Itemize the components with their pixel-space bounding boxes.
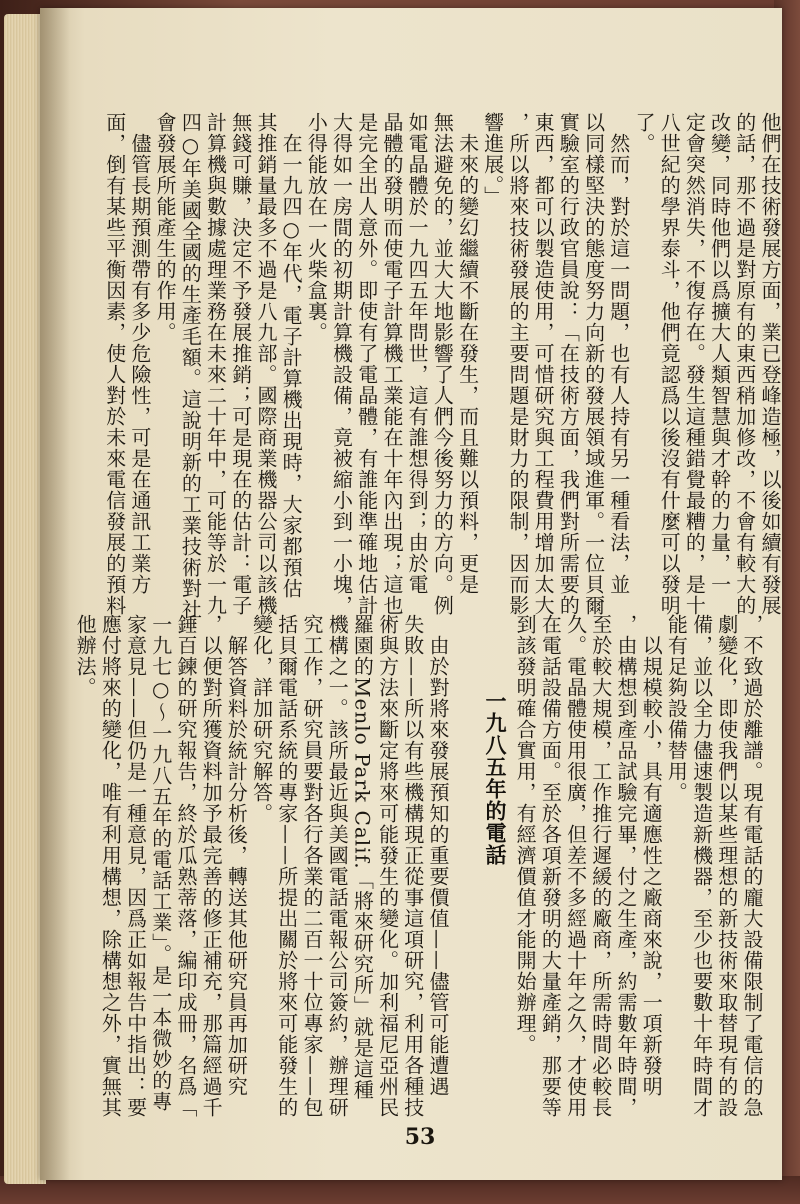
book-cover-bottom	[0, 1176, 800, 1204]
gutter-shadow	[40, 8, 70, 1180]
lower-left-text-columns: 由於對將來發展預知的重要價值——儘管可能遭遇 失敗——所以有些機構現正從事這項研究，利用各種技 術與方法來斷定將來可能發生的變化。加利福尼亞州民 羅園的Menlo Park Calif.「將來研究所」就是這種 機構之一。該所最近與美國電話電報公司簽約，辦理研 究工作，研究員要對各行各業的二百一十位專家——包 括貝爾電話系統的專家——所提出關於將來可能發生的 變化，詳加研究解答。 解答資料於統計分析後，轉送其他研究員再加研究 ，以便對所獲資料加予最完善的修正補充，那篇經過千 錘百鍊的研究報告，終於瓜熟蒂落，編印成冊，名爲「 一九七○～一九八五年的電話工業」。是一本微妙的專 家意見——但仍是一種意見，因爲正如報告中指出：要 應付將來的變化，唯有利用構想，除構想之外，實無其 他辦法。	[73, 614, 450, 1118]
section-heading: 一九八五年的電話	[483, 690, 507, 866]
upper-text-columns: 他們在技術發展方面，業已登峰造極，以後如續有發展 的話，那不過是對原有的東西稍加修改，不會有較大的 改變，同時他們以爲擴大人類智慧與才幹的力量，一 定會突然消失，不復存在。發生這種錯覺最糟的，是十 八世紀的學界泰斗，他們竟認爲以後沒有什麼可以發明 了。 然而，對於這一問題，也有人持有另一種看法，並 以同樣堅決的態度努力向新的發展領域進軍。一位貝爾 實驗室的行政官員說：「在技術方面，我們對所需要的 東西，都可以製造使用，可惜研究與工程費用增加太大 ，所以將來技術發展的主要問題是財力的限制，因而影 響進展。」 未來的變幻繼續不斷在發生，而且難以預料，更是 無法避免的，並大大地影響了人們今後努力的方向。例 如電晶體於一九四五年問世，這有誰想得到；由於電 晶體的發明而使電子計算機工業能在十年內出現；這也 是完全出人意外。即使有了電晶體，有誰能準確地估計 大得如一房間的初期計算機設備，竟被縮小到一小塊， 小得能放在一火柴盒裏。 在一九四○年代，電子計算機出現時，大家都預估 其推銷量最多不過是八九部。國際商業機器公司以該機 無錢可賺，決定不予發展推銷；可是現在的估計：電子 計算機與數據處理業務在未來二十年中，可能等於一九 四○年美國全國的生產毛額。這說明新的工業技術對社 會發展所能產生的作用。 儘管長期預測帶有多少危險性，可是在通訊工業方 面，倒有某些平衡因素，使人對於未來電信發展的預料	[102, 112, 782, 620]
page-number: 53	[404, 1124, 436, 1150]
lower-right-text-columns: ，不致過於離譜。現有電話的龐大設備限制了電信的急 劇變化，即使我們以某些理想的新技術來取替現有的設 備，並以全力儘速製造新機器，至少也要數十年時間才 能有足夠設備替用。 以規模較小，具有適應性之廠商來說，一項新發明 ，由構想到產品試驗完畢，付之生產，約需數年時間， 至於較大規模，工作推行遲緩的廠商，所需時間必較長 久。電晶體使用很廣，但差不多經過十年之久，才使用 在電話設備方面。至於各項新發明的大量產銷，那要等 到該發明確合實用，有經濟價值才能開始辦理。	[513, 614, 764, 1118]
